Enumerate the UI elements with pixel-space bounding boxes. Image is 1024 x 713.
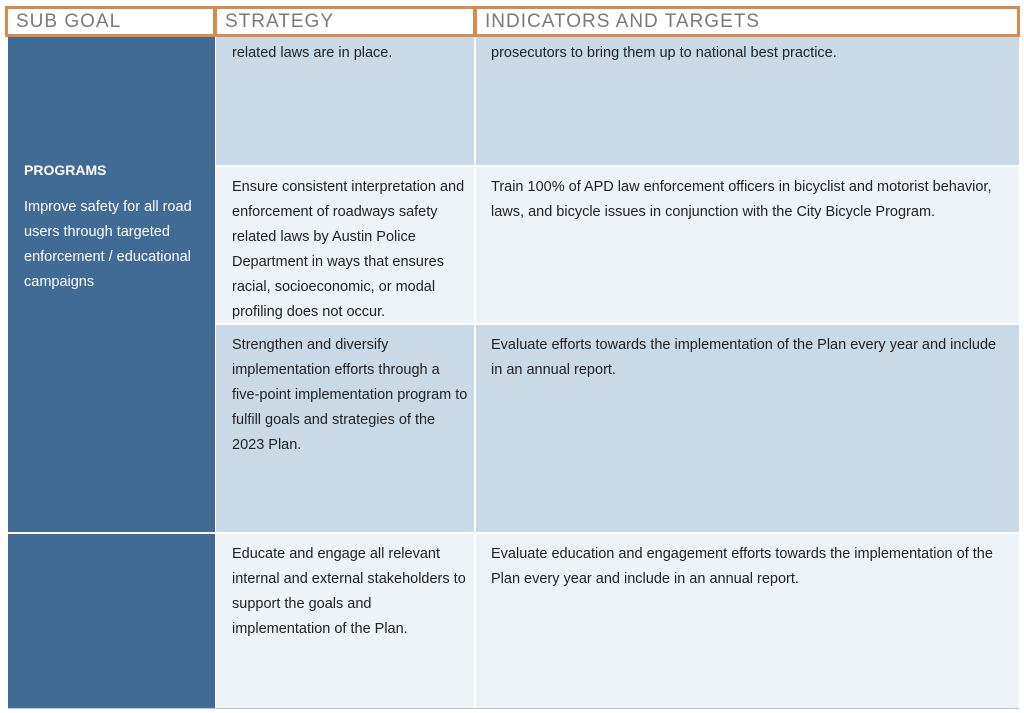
- sub-goal-heading: PROGRAMS: [24, 162, 107, 178]
- strategy-cell: Ensure consistent interpretation and enforcement of roadways safety related laws by Austin Police Department in ways that ensures racial, socioeconomic, or modal profiling does not occur.: [216, 167, 474, 323]
- column-header-strategy: STRATEGY: [214, 6, 476, 37]
- indicator-cell: prosecutors to bring them up to national best practice.: [476, 37, 1019, 165]
- strategy-cell: Educate and engage all relevant internal and external stakeholders to support the goals and implementation of the Plan.: [216, 534, 474, 708]
- column-header-sub-goal: SUB GOAL: [5, 6, 216, 37]
- table-bottom-border: [8, 708, 1019, 709]
- sub-goal-text: [24, 161, 212, 295]
- column-header-indicators: INDICATORS AND TARGETS: [474, 6, 1020, 37]
- strategy-cell: Strengthen and diversify implementation efforts through a five-point implementation program to fulfill goals and strategies of the 2023 Plan.: [216, 325, 474, 532]
- sub-goal-description: Improve safety for all road users through targeted enforcement / educational campaigns: [24, 199, 192, 290]
- indicator-cell: Evaluate efforts towards the implementation of the Plan every year and include in an annual report.: [476, 325, 1019, 532]
- indicator-cell: Train 100% of APD law enforcement officers in bicyclist and motorist behavior, laws, and bicycle issues in conjunction with the City Bicycle Program.: [476, 167, 1019, 323]
- sub-goal-cell-programs: [8, 37, 215, 532]
- strategy-cell: related laws are in place.: [216, 37, 474, 165]
- sub-goal-cell-empty: [8, 534, 215, 708]
- indicator-cell: Evaluate education and engagement efforts towards the implementation of the Plan every year and include in an annual report.: [476, 534, 1019, 708]
